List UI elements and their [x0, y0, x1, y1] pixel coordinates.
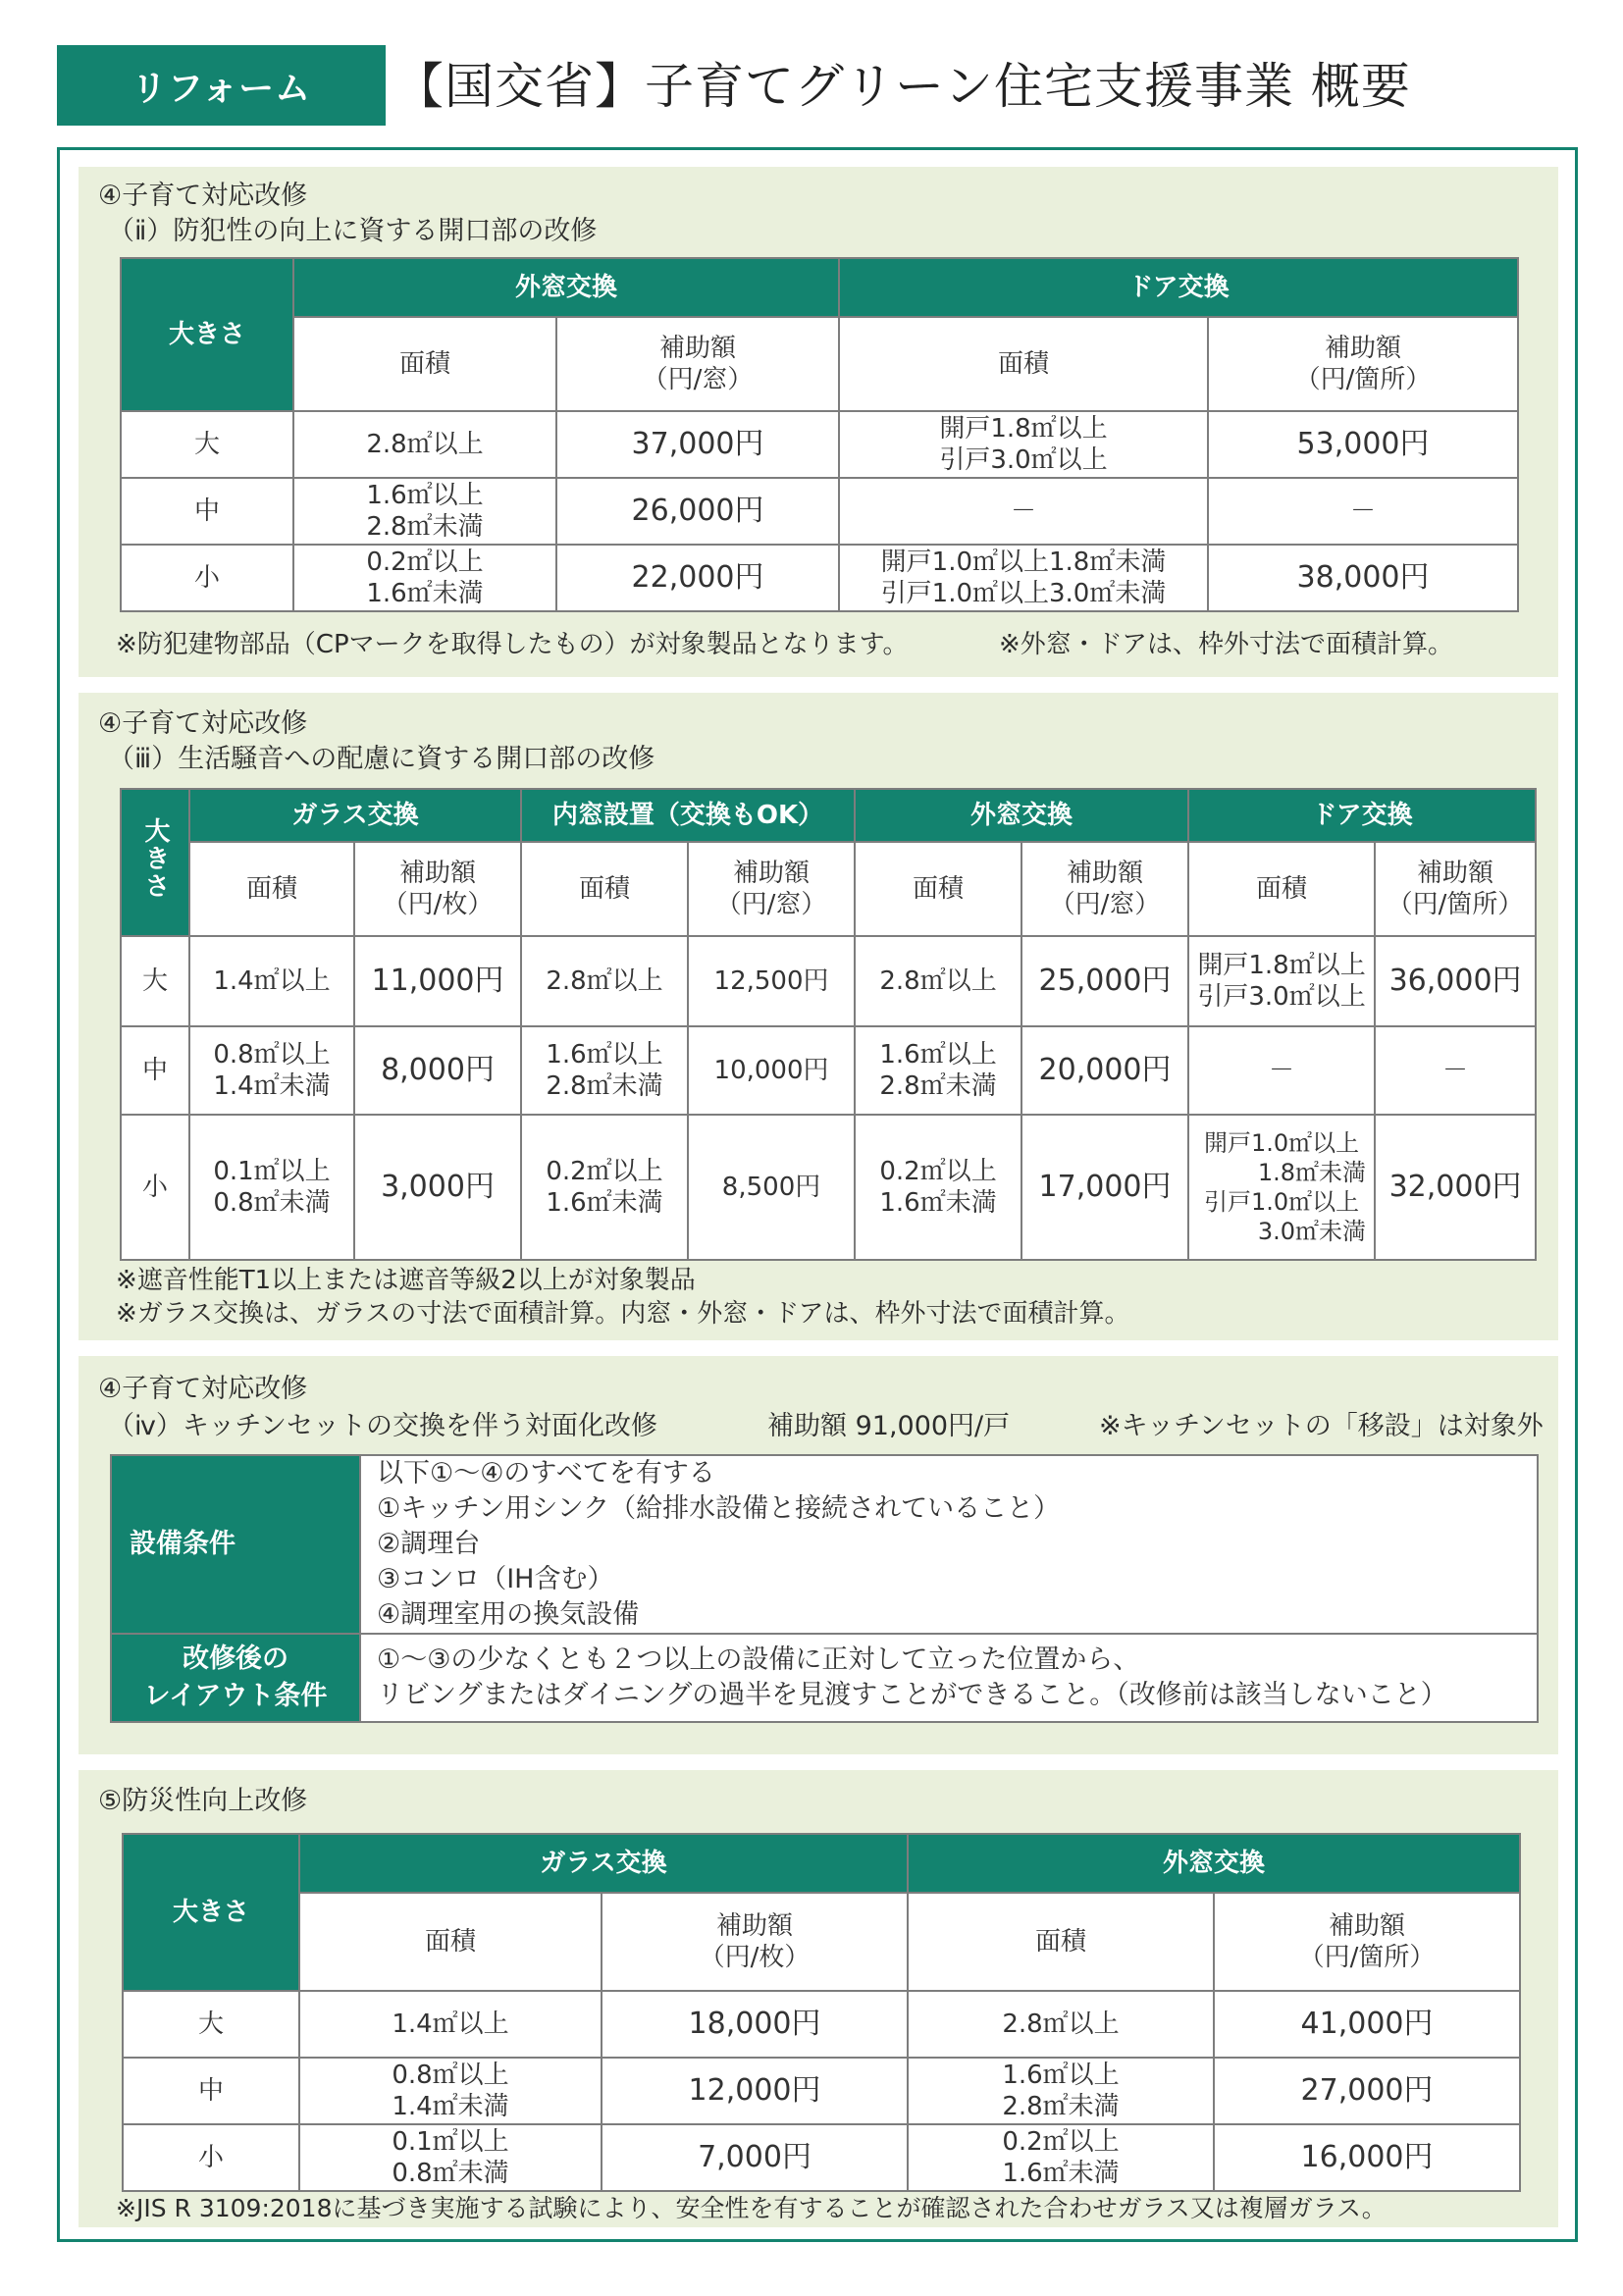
table-row: 中 0.8㎡以上 1.4㎡未満 8,000円 1.6㎡以上 2.8㎡未満 10,000円 1.6㎡以上 2.8㎡未満 20,000円 － －	[121, 1026, 1536, 1115]
sec2-title: ④子育て対応改修	[98, 708, 308, 739]
col-area: 面積	[839, 317, 1208, 411]
sec2-subtitle: （ⅲ）生活騒音への配慮に資する開口部の改修	[108, 744, 655, 774]
table-row: 大 1.4㎡以上 11,000円 2.8㎡以上 12,500円 2.8㎡以上 25,000円 開戸1.8㎡以上 引戸3.0㎡以上 36,000円	[121, 936, 1536, 1026]
table-row: 小 0.1㎡以上 0.8㎡未満 3,000円 0.2㎡以上 1.6㎡未満 8,500円 0.2㎡以上 1.6㎡未満 17,000円 開戸1.0㎡以上 1.8㎡未満 引戸1.0㎡以上 3.0㎡未満 32,000円	[121, 1115, 1536, 1260]
table-row: 小 0.1㎡以上 0.8㎡未満 7,000円 0.2㎡以上 1.6㎡未満 16,000円	[123, 2124, 1520, 2191]
group-glass: ガラス交換	[299, 1834, 908, 1893]
col-amount: 補助額 （円/窓）	[556, 317, 839, 411]
noise-table: 大きさ ガラス交換 内窓設置（交換もOK） 外窓交換 ドア交換 面積 補助額 （円/枚） 面積 補助額 （円/窓） 面積 補助額 （円/窓） 面積 補助額 （円/箇所） 大 1.4㎡以上 11,000円 2.8㎡以上 12,500円 2.8㎡以上 25,000円 開戸1.8㎡以上 引戸3.0㎡以上 36,000円 中 0.8㎡以上 1.4㎡未満 8,000円 1.6㎡以上 2.8㎡未満 10,000円 1.6㎡以上 2.8㎡未満 20,000円 － － 小 0.1㎡以上 0.8㎡未満 3,000円 0.2㎡以上 1.6㎡未満 8,500円 0.2㎡以上 1.6㎡未満 17,000円 開戸1.0㎡以上 1.8㎡未満 引戸1.0㎡以上 3.0㎡未満 32,000円	[120, 788, 1537, 1261]
col-area: 面積	[293, 317, 556, 411]
security-table	[120, 257, 1519, 612]
sec1-note-1: ※防犯建物部品（CPマークを取得したもの）が対象製品となります。	[116, 630, 909, 659]
sec3-subtitle: （ⅳ）キッチンセットの交換を伴う対面化改修	[108, 1411, 658, 1441]
table-row: 中 0.8㎡以上 1.4㎡未満 12,000円 1.6㎡以上 2.8㎡未満 27,000円	[123, 2058, 1520, 2124]
table-row: 中 1.6㎡以上 2.8㎡未満 26,000円 － －	[121, 478, 1518, 545]
size-header: 大きさ	[123, 1834, 299, 1991]
group-door: ドア交換	[839, 258, 1518, 317]
group-door: ドア交換	[1188, 789, 1536, 842]
group-window: 外窓交換	[293, 258, 839, 317]
size-header: 大きさ	[121, 789, 189, 936]
sec1-title: ④子育て対応改修	[98, 181, 308, 211]
sec4-title: ⑤防災性向上改修	[98, 1786, 308, 1816]
sec1-subtitle: （ⅱ）防犯性の向上に資する開口部の改修	[108, 216, 598, 246]
table-row: 大 1.4㎡以上 18,000円 2.8㎡以上 41,000円	[123, 1991, 1520, 2058]
group-glass: ガラス交換	[189, 789, 521, 842]
group-window: 外窓交換	[855, 789, 1188, 842]
sec2-note-1: ※遮音性能T1以上または遮音等級2以上が対象製品	[116, 1266, 696, 1295]
disaster-table: 大きさ ガラス交換 外窓交換 面積 補助額 （円/枚） 面積 補助額 （円/箇所） 大 1.4㎡以上 18,000円 2.8㎡以上 41,000円 中 0.8㎡以上 1.4㎡未満 12,000円 1.6㎡以上 2.8㎡未満 27,000円 小 0.1㎡以上 0.8㎡未満 7,000円 0.2㎡以上 1.6㎡未満 16,000円	[122, 1833, 1521, 2192]
sec3-amount: 補助額 91,000円/戸	[767, 1411, 1011, 1441]
sec3-note: ※キッチンセットの「移設」は対象外	[1099, 1411, 1544, 1441]
size-header: 大きさ	[121, 258, 293, 411]
sec4-note: ※JIS R 3109:2018に基づき実施する試験により、安全性を有することが確認された合わせガラス又は複層ガラス。	[116, 2194, 1387, 2222]
col-amount: 補助額 （円/箇所）	[1208, 317, 1518, 411]
kitchen-conditions-table	[110, 1454, 1539, 1723]
cond-list: 以下①～④のすべてを有する ①キッチン用シンク（給排水設備と接続されていること） ②調理台 ③コンロ（IH含む） ④調理室用の換気設備	[360, 1455, 1538, 1634]
group-window: 外窓交換	[908, 1834, 1520, 1893]
table-row: 小 0.2㎡以上 1.6㎡未満 22,000円 開戸1.0㎡以上1.8㎡未満 引戸1.0㎡以上3.0㎡未満 38,000円	[121, 545, 1518, 611]
sec2-note-2: ※ガラス交換は、ガラスの寸法で面積計算。内窓・外窓・ドアは、枠外寸法で面積計算。	[116, 1299, 1130, 1329]
cond-label: 設備条件	[111, 1455, 360, 1634]
layout-label: 改修後の レイアウト条件	[111, 1634, 360, 1722]
section-tag: リフォーム	[57, 45, 386, 126]
sec1-note-2: ※外窓・ドアは、枠外寸法で面積計算。	[999, 630, 1454, 659]
sec3-title: ④子育て対応改修	[98, 1374, 308, 1404]
table-row: 大 2.8㎡以上 37,000円 開戸1.8㎡以上 引戸3.0㎡以上 53,000円	[121, 411, 1518, 478]
page-title: 【国交省】子育てグリーン住宅支援事業 概要	[394, 58, 1411, 115]
group-inner-window: 内窓設置（交換もOK）	[521, 789, 855, 842]
layout-conditions: ①～③の少なくとも２つ以上の設備に正対して立った位置から、 リビングまたはダイニングの過半を見渡すことができること。（改修前は該当しないこと）	[360, 1634, 1538, 1722]
